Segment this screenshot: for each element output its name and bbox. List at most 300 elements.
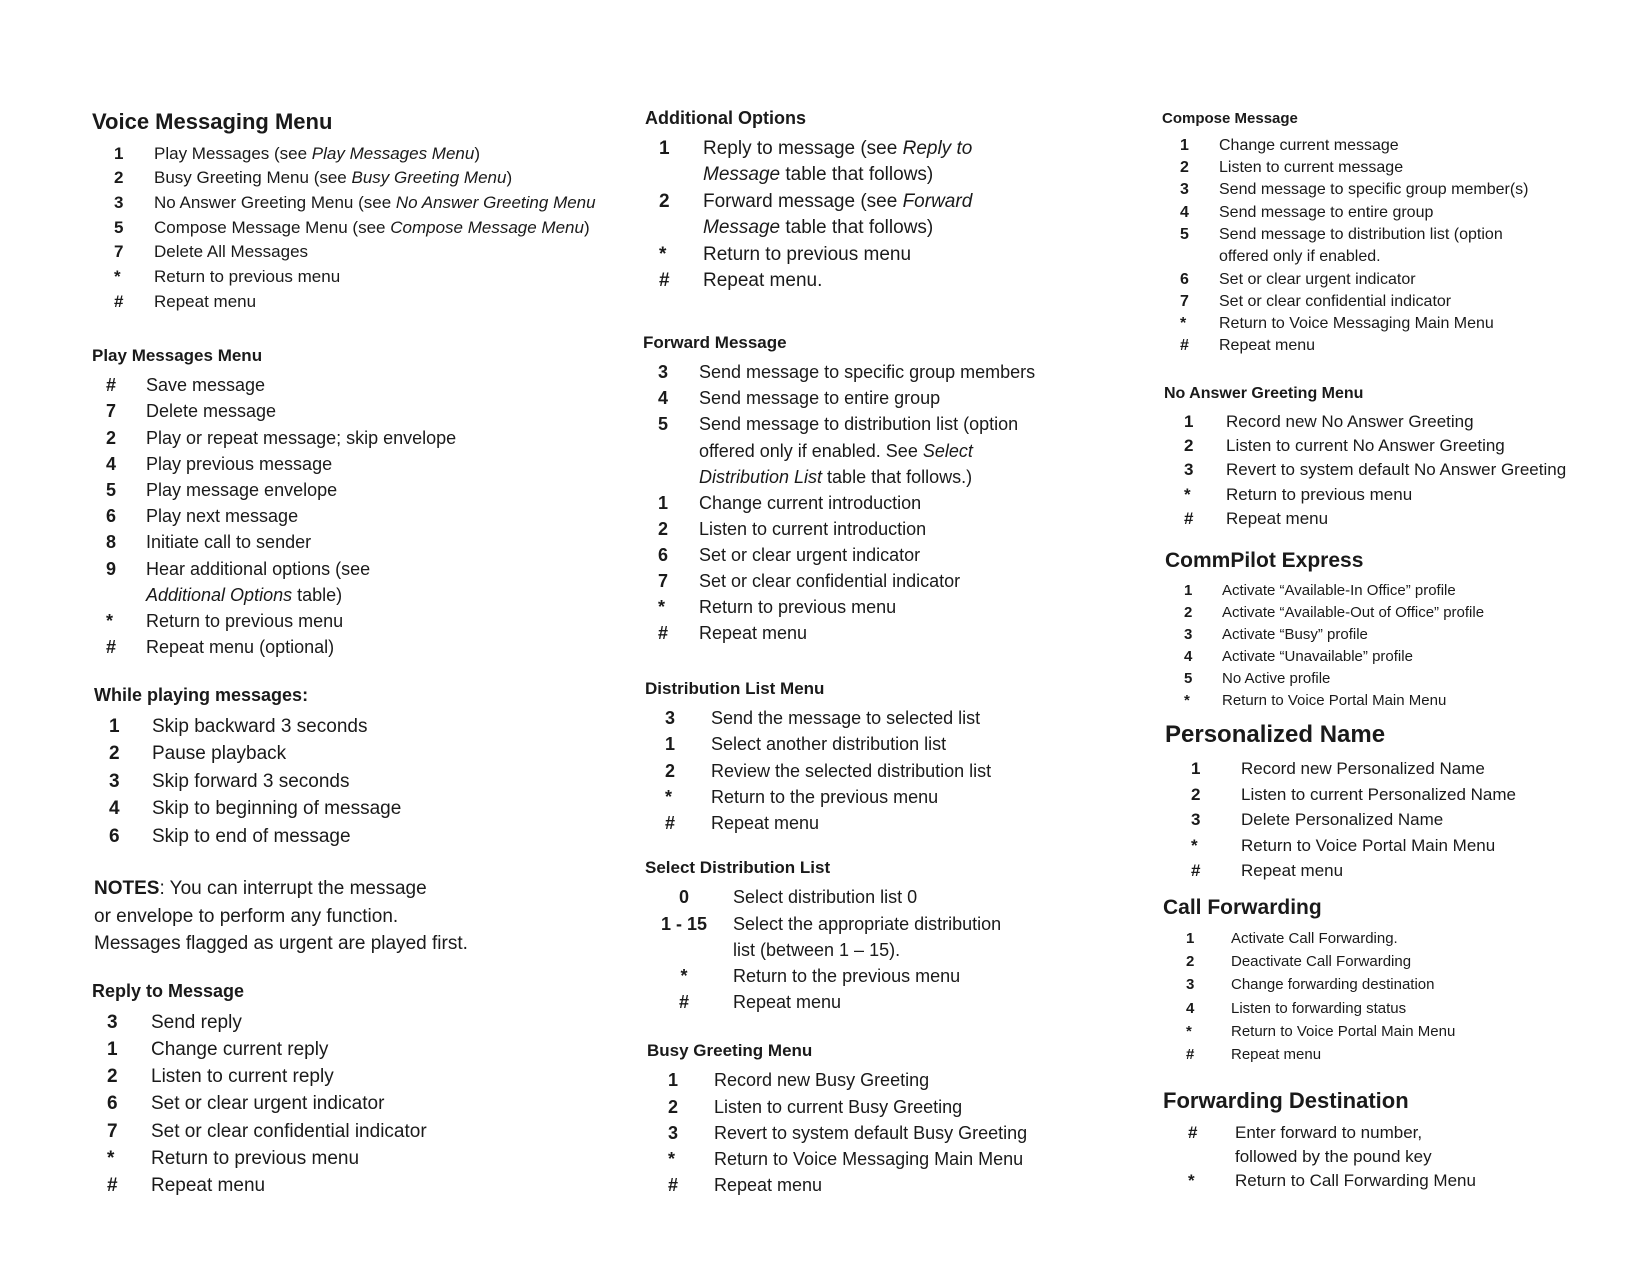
item-line <box>154 216 596 241</box>
item-text: Return to previous menu <box>154 267 341 287</box>
item-text: Set or clear confidential indicator <box>1219 292 1452 310</box>
item-line <box>1219 269 1528 291</box>
item-text: Pause playback <box>152 743 287 764</box>
keypad-key: 5 <box>658 414 669 435</box>
italic-reference: Message <box>703 164 781 185</box>
keypad-key: 3 <box>1184 626 1193 644</box>
item-text: Delete All Messages <box>154 242 309 262</box>
item-description <box>699 594 1035 620</box>
item-text: Play Messages (see <box>154 143 312 163</box>
item-text: Send message to distribution list (option <box>1219 225 1503 243</box>
item-line <box>1222 602 1484 624</box>
menu-item <box>1162 269 1528 291</box>
item-line <box>1235 1169 1476 1193</box>
item-line <box>703 215 972 242</box>
keypad-key: 4 <box>106 453 117 474</box>
italic-reference: Forward <box>902 190 973 212</box>
menu-item <box>645 268 972 295</box>
item-text: Listen to current introduction <box>699 518 927 539</box>
menu-item <box>1163 950 1455 973</box>
item-text: Play or repeat message; skip envelope <box>146 427 457 448</box>
item-text: Select the appropriate distribution <box>733 913 1002 934</box>
item-text: Repeat menu (optional) <box>146 637 335 658</box>
menu-list <box>645 705 991 836</box>
item-text: Play previous message <box>146 453 333 474</box>
item-text: Forward message (see <box>703 190 903 212</box>
keypad-key: 5 <box>1184 669 1193 687</box>
menu-item <box>94 740 401 768</box>
keypad-key: 4 <box>109 798 120 819</box>
item-description <box>151 1118 427 1145</box>
item-description <box>1222 602 1484 624</box>
item-text: followed by the pound key <box>1235 1146 1432 1166</box>
keypad-key: 2 <box>668 1096 679 1117</box>
menu-list <box>643 359 1035 646</box>
item-line <box>1231 1020 1455 1043</box>
item-line <box>1222 580 1484 602</box>
item-line <box>711 758 991 784</box>
menu-item <box>92 1118 427 1145</box>
item-text: Skip forward 3 seconds <box>152 770 350 792</box>
item-line <box>703 189 972 216</box>
item-description <box>151 1036 427 1063</box>
menu-list <box>92 142 596 315</box>
item-text: Delete Personalized Name <box>1241 810 1444 829</box>
keypad-key: 4 <box>1186 999 1195 1017</box>
keypad-key: 1 - 15 <box>660 913 708 934</box>
item-line <box>1231 950 1455 973</box>
menu-item <box>92 608 456 634</box>
item-text: Save message <box>146 375 266 396</box>
item-line <box>1226 483 1566 507</box>
menu-item <box>1162 157 1528 179</box>
item-description <box>1219 291 1528 313</box>
menu-item <box>643 594 1035 620</box>
keypad-key: 6 <box>109 825 120 847</box>
item-text: Repeat menu <box>733 992 842 1013</box>
menu-item <box>1163 1020 1455 1043</box>
keypad-key: 1 <box>658 492 669 513</box>
menu-item <box>645 731 991 757</box>
item-description <box>146 372 456 398</box>
item-line <box>711 784 991 810</box>
keypad-key: 5 <box>114 217 124 237</box>
item-description <box>1235 1169 1476 1193</box>
keypad-key: 6 <box>1180 270 1189 288</box>
section-title: While playing messages: <box>94 685 309 705</box>
menu-item <box>1164 410 1566 434</box>
item-description <box>1222 646 1484 668</box>
item-line <box>146 556 456 582</box>
item-description <box>1222 668 1484 690</box>
item-text: Repeat menu <box>154 291 257 311</box>
item-line <box>699 594 1035 620</box>
menu-item <box>92 142 596 167</box>
item-line <box>711 731 991 757</box>
menu-item <box>92 166 596 191</box>
menu-item <box>92 425 456 451</box>
item-line <box>146 634 456 660</box>
keypad-key: 2 <box>1186 953 1195 971</box>
item-description <box>703 242 972 269</box>
item-line <box>1219 335 1528 357</box>
item-description <box>1231 950 1455 973</box>
item-description <box>699 542 1035 568</box>
item-text: Listen to forwarding status <box>1231 999 1407 1017</box>
item-line <box>1231 927 1455 950</box>
keypad-key: * <box>106 611 114 632</box>
item-text: Repeat menu <box>1226 508 1329 528</box>
menu-list <box>1163 1121 1476 1194</box>
menu-item <box>1164 434 1566 458</box>
section-forward-message <box>643 332 1035 646</box>
item-line <box>1222 624 1484 646</box>
menu-item <box>643 359 1035 385</box>
menu-item <box>643 568 1035 594</box>
item-description <box>703 136 972 189</box>
section-title: Forwarding Destination <box>1163 1088 1409 1113</box>
notes-block <box>94 875 468 958</box>
item-line <box>1219 202 1528 224</box>
item-text: Set or clear urgent indicator <box>699 544 921 565</box>
item-description <box>152 768 401 796</box>
item-description <box>1226 507 1566 531</box>
item-line <box>154 290 596 315</box>
item-line <box>1235 1121 1476 1145</box>
item-text: Repeat menu <box>714 1175 823 1196</box>
keypad-key: # <box>1191 861 1201 880</box>
item-line <box>699 542 1035 568</box>
keypad-key: 6 <box>107 1093 118 1115</box>
item-description <box>699 620 1035 646</box>
keypad-key: # <box>1180 337 1189 355</box>
item-line <box>151 1118 427 1145</box>
item-description <box>154 265 596 290</box>
menu-item <box>1162 202 1528 224</box>
menu-item <box>1165 580 1484 602</box>
item-line <box>151 1036 427 1063</box>
item-text: Return to the previous menu <box>733 966 961 987</box>
item-description <box>154 191 596 216</box>
item-line <box>152 795 401 823</box>
item-text: Set or clear urgent indicator <box>1219 270 1416 288</box>
item-line <box>1241 858 1516 884</box>
item-description <box>1219 313 1528 335</box>
keypad-key: * <box>107 1147 115 1169</box>
menu-item <box>1165 858 1516 884</box>
item-line <box>1235 1145 1476 1169</box>
item-line <box>146 503 456 529</box>
menu-list <box>92 372 456 660</box>
item-text: Reply to message (see <box>703 137 903 159</box>
keypad-key: # <box>106 637 117 658</box>
item-line <box>1222 646 1484 668</box>
menu-item <box>92 372 456 398</box>
keypad-key: 1 <box>665 734 676 755</box>
item-description <box>714 1172 1027 1198</box>
keypad-key: * <box>680 966 688 987</box>
item-text: Activate “Unavailable” profile <box>1222 647 1413 665</box>
item-description <box>154 240 596 265</box>
keypad-key: 1 <box>1186 930 1195 948</box>
item-text: Record new Busy Greeting <box>714 1070 930 1091</box>
item-text: Return to previous menu <box>699 597 897 618</box>
item-text: Revert to system default Busy Greeting <box>714 1122 1028 1143</box>
section-title: Distribution List Menu <box>645 679 825 698</box>
menu-item <box>92 398 456 424</box>
item-description <box>146 634 456 660</box>
menu-item <box>1165 782 1516 808</box>
item-line <box>1241 756 1516 782</box>
menu-item <box>1165 602 1484 624</box>
section-title: Compose Message <box>1162 110 1298 127</box>
item-description <box>714 1094 1027 1120</box>
item-line <box>1226 507 1566 531</box>
keypad-key: * <box>1180 315 1187 333</box>
section-title: Select Distribution List <box>645 858 831 877</box>
item-line <box>1241 807 1516 833</box>
item-line <box>151 1009 427 1036</box>
item-text: Return to previous menu <box>1226 484 1413 504</box>
keypad-key: * <box>1184 691 1190 709</box>
item-description <box>1231 997 1455 1020</box>
menu-list <box>645 136 972 295</box>
item-line <box>703 242 972 269</box>
keypad-key: 2 <box>665 760 676 781</box>
item-description <box>714 1120 1027 1146</box>
menu-item <box>645 911 1001 964</box>
keypad-key: 5 <box>1180 225 1189 243</box>
italic-reference: Distribution List <box>699 466 823 487</box>
item-text: Return to Voice Portal Main Menu <box>1222 691 1447 709</box>
item-line <box>152 713 401 741</box>
item-line <box>146 451 456 477</box>
menu-item <box>645 189 972 242</box>
item-description <box>714 1146 1027 1172</box>
item-text: Repeat menu <box>151 1175 266 1197</box>
menu-item <box>643 620 1035 646</box>
keypad-key: * <box>114 267 121 287</box>
menu-item <box>643 411 1035 489</box>
keypad-key: 3 <box>107 1011 118 1033</box>
keypad-key: 7 <box>106 401 117 422</box>
item-description <box>1241 833 1516 859</box>
item-description <box>1222 580 1484 602</box>
menu-item <box>645 705 991 731</box>
item-text: Send message to distribution list (option <box>699 414 1019 435</box>
item-description <box>1231 927 1455 950</box>
menu-item <box>643 516 1035 542</box>
item-description <box>151 1009 427 1036</box>
menu-item <box>92 477 456 503</box>
menu-item <box>92 503 456 529</box>
item-description <box>151 1145 427 1172</box>
item-text: Set or clear confidential indicator <box>151 1120 427 1142</box>
item-description <box>1241 782 1516 808</box>
item-description <box>733 911 1001 964</box>
keypad-key: 9 <box>106 558 117 579</box>
menu-item <box>1165 690 1484 712</box>
keypad-key: 1 <box>109 715 120 737</box>
keypad-key: 2 <box>109 743 120 764</box>
item-line <box>714 1172 1027 1198</box>
menu-item <box>645 989 1001 1015</box>
item-line <box>1219 224 1528 246</box>
section-while-playing-messages <box>94 684 401 850</box>
item-line <box>154 265 596 290</box>
item-line <box>146 398 456 424</box>
section-title: Play Messages Menu <box>92 346 263 365</box>
item-description <box>1222 690 1484 712</box>
item-description <box>146 477 456 503</box>
item-line <box>151 1090 427 1117</box>
keypad-key: 1 <box>1184 582 1193 600</box>
item-text: table that follows.) <box>822 466 973 487</box>
item-line <box>154 142 596 167</box>
keypad-key: 7 <box>1180 292 1189 310</box>
menu-item <box>643 490 1035 516</box>
section-title: Call Forwarding <box>1163 896 1322 919</box>
item-line <box>151 1145 427 1172</box>
item-text: Listen to current No Answer Greeting <box>1226 436 1505 456</box>
item-text: Play next message <box>146 506 299 527</box>
item-text: Return to Voice Messaging Main Menu <box>1219 315 1494 333</box>
italic-reference: Play Messages Menu <box>311 143 475 163</box>
menu-item <box>94 823 401 851</box>
item-description <box>1235 1121 1476 1170</box>
item-line <box>699 568 1035 594</box>
italic-reference: Reply to <box>902 137 973 159</box>
keypad-key: * <box>1191 835 1198 855</box>
item-description <box>1241 858 1516 884</box>
item-line <box>1231 973 1455 996</box>
item-text: Skip to end of message <box>152 825 351 847</box>
item-line <box>714 1146 1027 1172</box>
menu-list <box>1162 135 1528 358</box>
item-description <box>699 359 1035 385</box>
item-description <box>151 1172 427 1199</box>
menu-item <box>94 795 401 823</box>
item-description <box>154 142 596 167</box>
menu-item <box>645 784 991 810</box>
menu-item <box>1163 927 1455 950</box>
keypad-key: 8 <box>106 532 117 553</box>
menu-item <box>92 451 456 477</box>
keypad-key: 2 <box>114 168 124 188</box>
section-compose-message <box>1162 110 1528 358</box>
keypad-key: 3 <box>1186 976 1195 994</box>
item-line <box>154 240 596 265</box>
item-text: Initiate call to sender <box>146 532 312 553</box>
item-text: Delete message <box>146 401 277 422</box>
menu-list <box>92 1009 427 1200</box>
section-title: Reply to Message <box>92 981 245 1001</box>
item-description <box>152 795 401 823</box>
item-line <box>733 937 1001 963</box>
item-line <box>152 823 401 851</box>
menu-item <box>645 884 1001 910</box>
item-text: No Active profile <box>1222 669 1331 687</box>
keypad-key: # <box>106 375 117 396</box>
notes-text: Messages flagged as urgent are played first. <box>94 933 468 954</box>
menu-item <box>647 1146 1027 1172</box>
menu-item <box>1163 1121 1476 1170</box>
keypad-key: 2 <box>106 427 117 448</box>
item-text: Select distribution list 0 <box>733 887 918 908</box>
item-description <box>1226 458 1566 482</box>
notes-line <box>94 875 468 903</box>
item-text: Busy Greeting Menu (see <box>154 168 352 188</box>
item-line <box>1226 434 1566 458</box>
item-line <box>146 529 456 555</box>
section-title: Busy Greeting Menu <box>647 1041 813 1060</box>
item-text: Skip to beginning of message <box>152 798 402 819</box>
menu-item <box>1162 224 1528 269</box>
item-line <box>1231 1043 1455 1066</box>
item-description <box>733 884 1001 910</box>
item-line <box>146 372 456 398</box>
menu-item <box>1165 624 1484 646</box>
item-text: ) <box>583 217 590 237</box>
item-line <box>714 1094 1027 1120</box>
keypad-key: 7 <box>658 571 669 591</box>
item-description <box>1241 756 1516 782</box>
keypad-key: 4 <box>1180 203 1189 221</box>
item-line <box>146 608 456 634</box>
item-text: offered only if enabled. <box>1219 248 1381 266</box>
section-personalized-name <box>1165 720 1516 884</box>
keypad-key: # <box>668 1175 679 1196</box>
keypad-key: 3 <box>668 1122 679 1143</box>
item-description <box>1226 434 1566 458</box>
section-no-answer-greeting-menu <box>1164 384 1566 531</box>
keypad-key: 2 <box>1184 604 1193 622</box>
item-text: Activate “Busy” profile <box>1222 626 1368 644</box>
section-forwarding-destination <box>1163 1087 1476 1194</box>
menu-list <box>1165 756 1516 884</box>
item-text: Activate Call Forwarding. <box>1231 930 1398 948</box>
menu-item <box>92 191 596 216</box>
keypad-key: 4 <box>1184 647 1193 665</box>
section-title: Voice Messaging Menu <box>92 109 333 134</box>
menu-list <box>1165 580 1484 711</box>
item-text: Send message to specific group members <box>699 362 1036 383</box>
keypad-key: 1 <box>668 1070 679 1091</box>
section-voice-messaging-menu <box>92 108 596 314</box>
keypad-key: 7 <box>114 242 124 262</box>
menu-item <box>92 290 596 315</box>
item-line <box>699 411 1035 437</box>
item-description <box>711 731 991 757</box>
item-text: Repeat menu. <box>703 270 823 291</box>
item-description <box>1231 1043 1455 1066</box>
item-description <box>152 823 401 851</box>
keypad-key: 3 <box>1180 181 1189 199</box>
item-description <box>1219 179 1528 201</box>
item-description <box>699 385 1035 411</box>
item-text: Activate “Available-In Office” profile <box>1222 582 1456 600</box>
item-description <box>699 411 1035 489</box>
section-title: Additional Options <box>645 108 806 128</box>
item-line <box>699 385 1035 411</box>
section-busy-greeting-menu <box>647 1040 1027 1199</box>
keypad-key: 3 <box>114 192 124 212</box>
item-text: Deactivate Call Forwarding <box>1231 953 1412 971</box>
item-description <box>733 989 1001 1015</box>
item-line <box>703 136 972 163</box>
item-text: Change current introduction <box>699 492 922 513</box>
menu-item <box>92 634 456 660</box>
